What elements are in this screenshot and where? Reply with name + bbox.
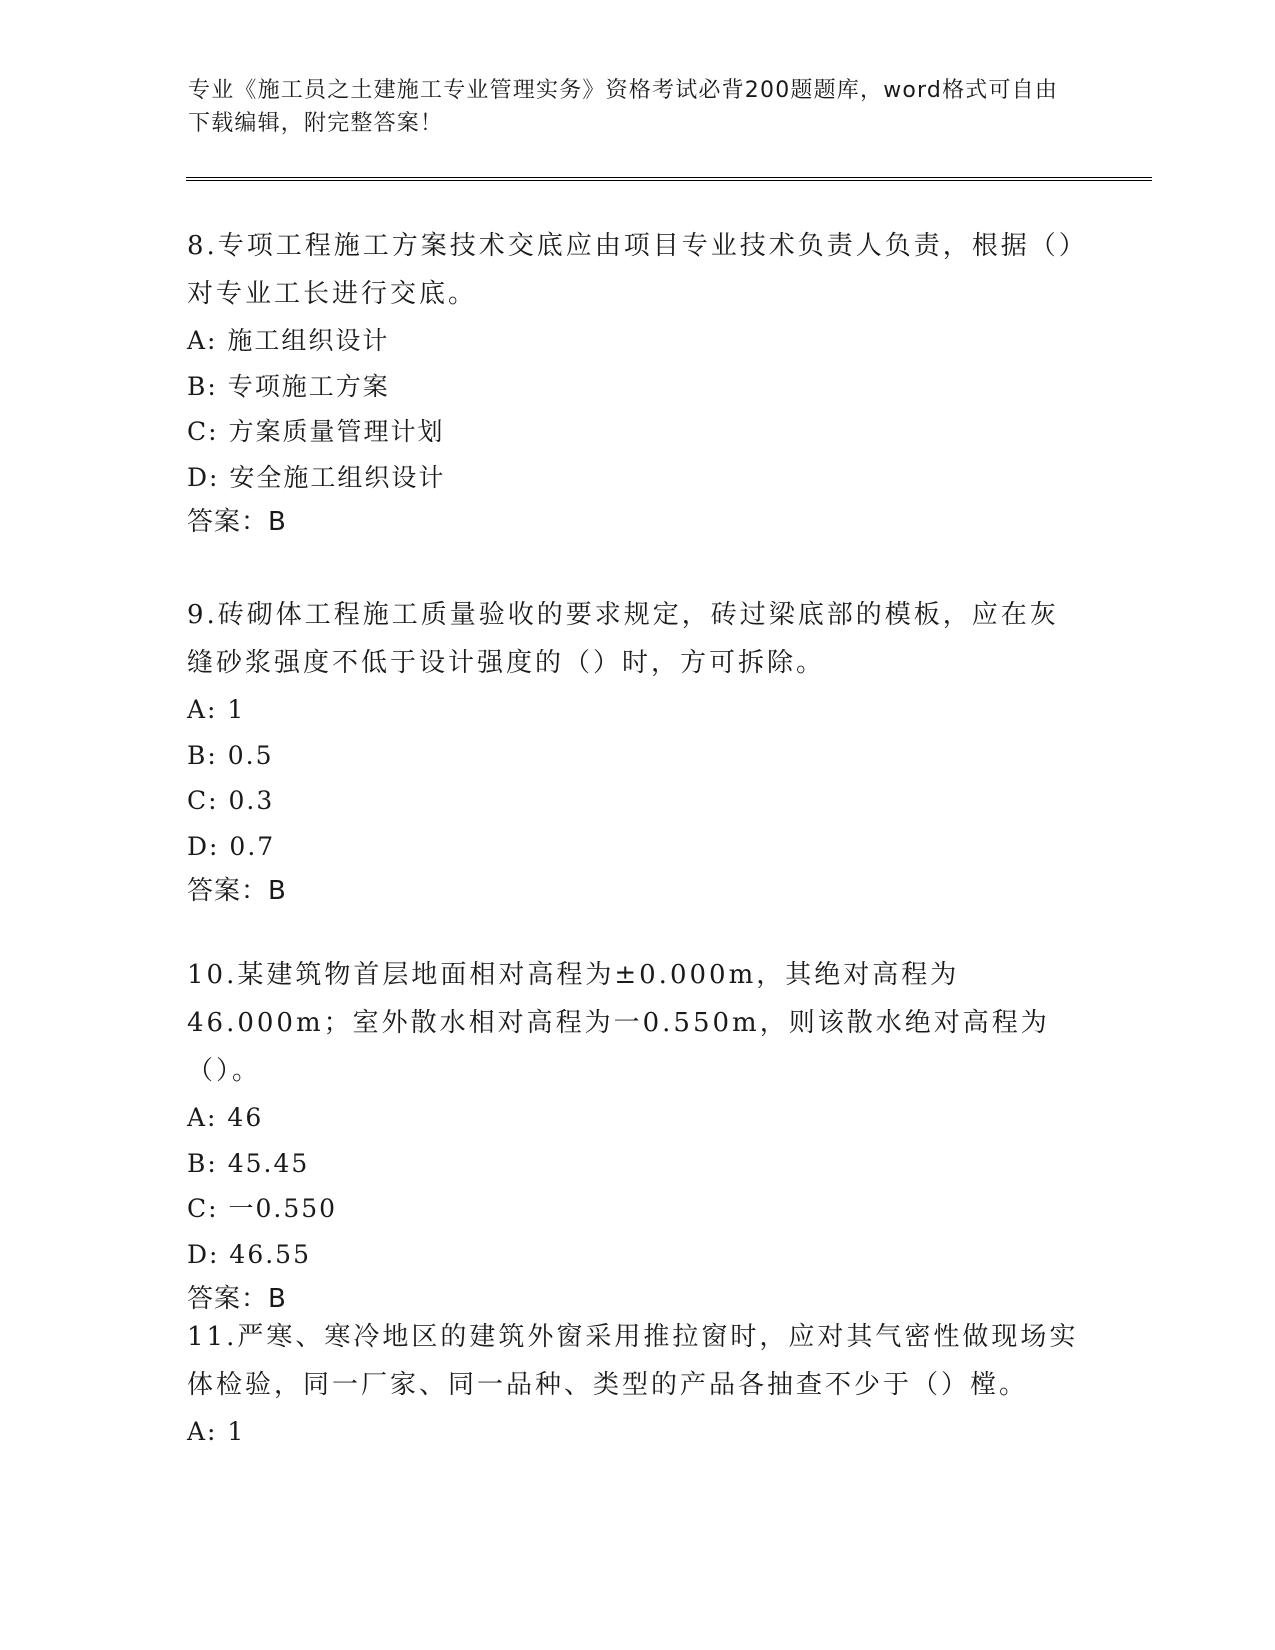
option-b: B: 专项施工方案 xyxy=(187,371,390,401)
option-b: B: 45.45 xyxy=(187,1148,310,1178)
question-stem: 9.砖砌体工程施工质量验收的要求规定，砖过梁底部的模板，应在灰缝砂浆强度不低于设计强度的（）时，方可拆除。 xyxy=(187,600,1059,678)
question-10 xyxy=(187,951,1087,1322)
option-b: B: 0.5 xyxy=(187,740,274,770)
question-11 xyxy=(187,1313,1087,1455)
question-stem: 8.专项工程施工方案技术交底应由项目专业技术负责人负责，根据（）对专业工长进行交底。 xyxy=(187,231,1075,309)
option-c: C: 0.3 xyxy=(187,786,275,815)
header-divider xyxy=(186,177,1152,181)
option-d: D: 安全施工组织设计 xyxy=(187,462,446,492)
option-a: A: 1 xyxy=(187,1417,246,1446)
document-header: 专业《施工员之土建施工专业管理实务》资格考试必背200题题库，word格式可自由下载编辑，附完整答案！ xyxy=(188,78,1059,136)
question-stem: 11.严寒、寒冷地区的建筑外窗采用推拉窗时，应对其气密性做现场实体检验，同一厂家、同一品种、类型的产品各抽查不少于（）樘。 xyxy=(187,1322,1079,1400)
option-a: A: 46 xyxy=(187,1103,264,1132)
question-9 xyxy=(187,591,1087,914)
option-c: C: 一0.550 xyxy=(187,1194,338,1223)
answer: 答案：B xyxy=(187,507,287,537)
answer: 答案：B xyxy=(187,1284,287,1314)
option-d: D: 46.55 xyxy=(187,1239,311,1269)
option-c: C: 方案质量管理计划 xyxy=(187,417,445,446)
option-a: A: 施工组织设计 xyxy=(187,326,390,355)
answer: 答案：B xyxy=(187,876,287,906)
question-stem: 10.某建筑物首层地面相对高程为±0.000m，其绝对高程为46.000m；室外散水相对高程为一0.550m，则该散水绝对高程为（）。 xyxy=(187,960,1050,1086)
option-d: D: 0.7 xyxy=(187,831,276,861)
question-8 xyxy=(187,222,1087,545)
option-a: A: 1 xyxy=(187,695,246,724)
